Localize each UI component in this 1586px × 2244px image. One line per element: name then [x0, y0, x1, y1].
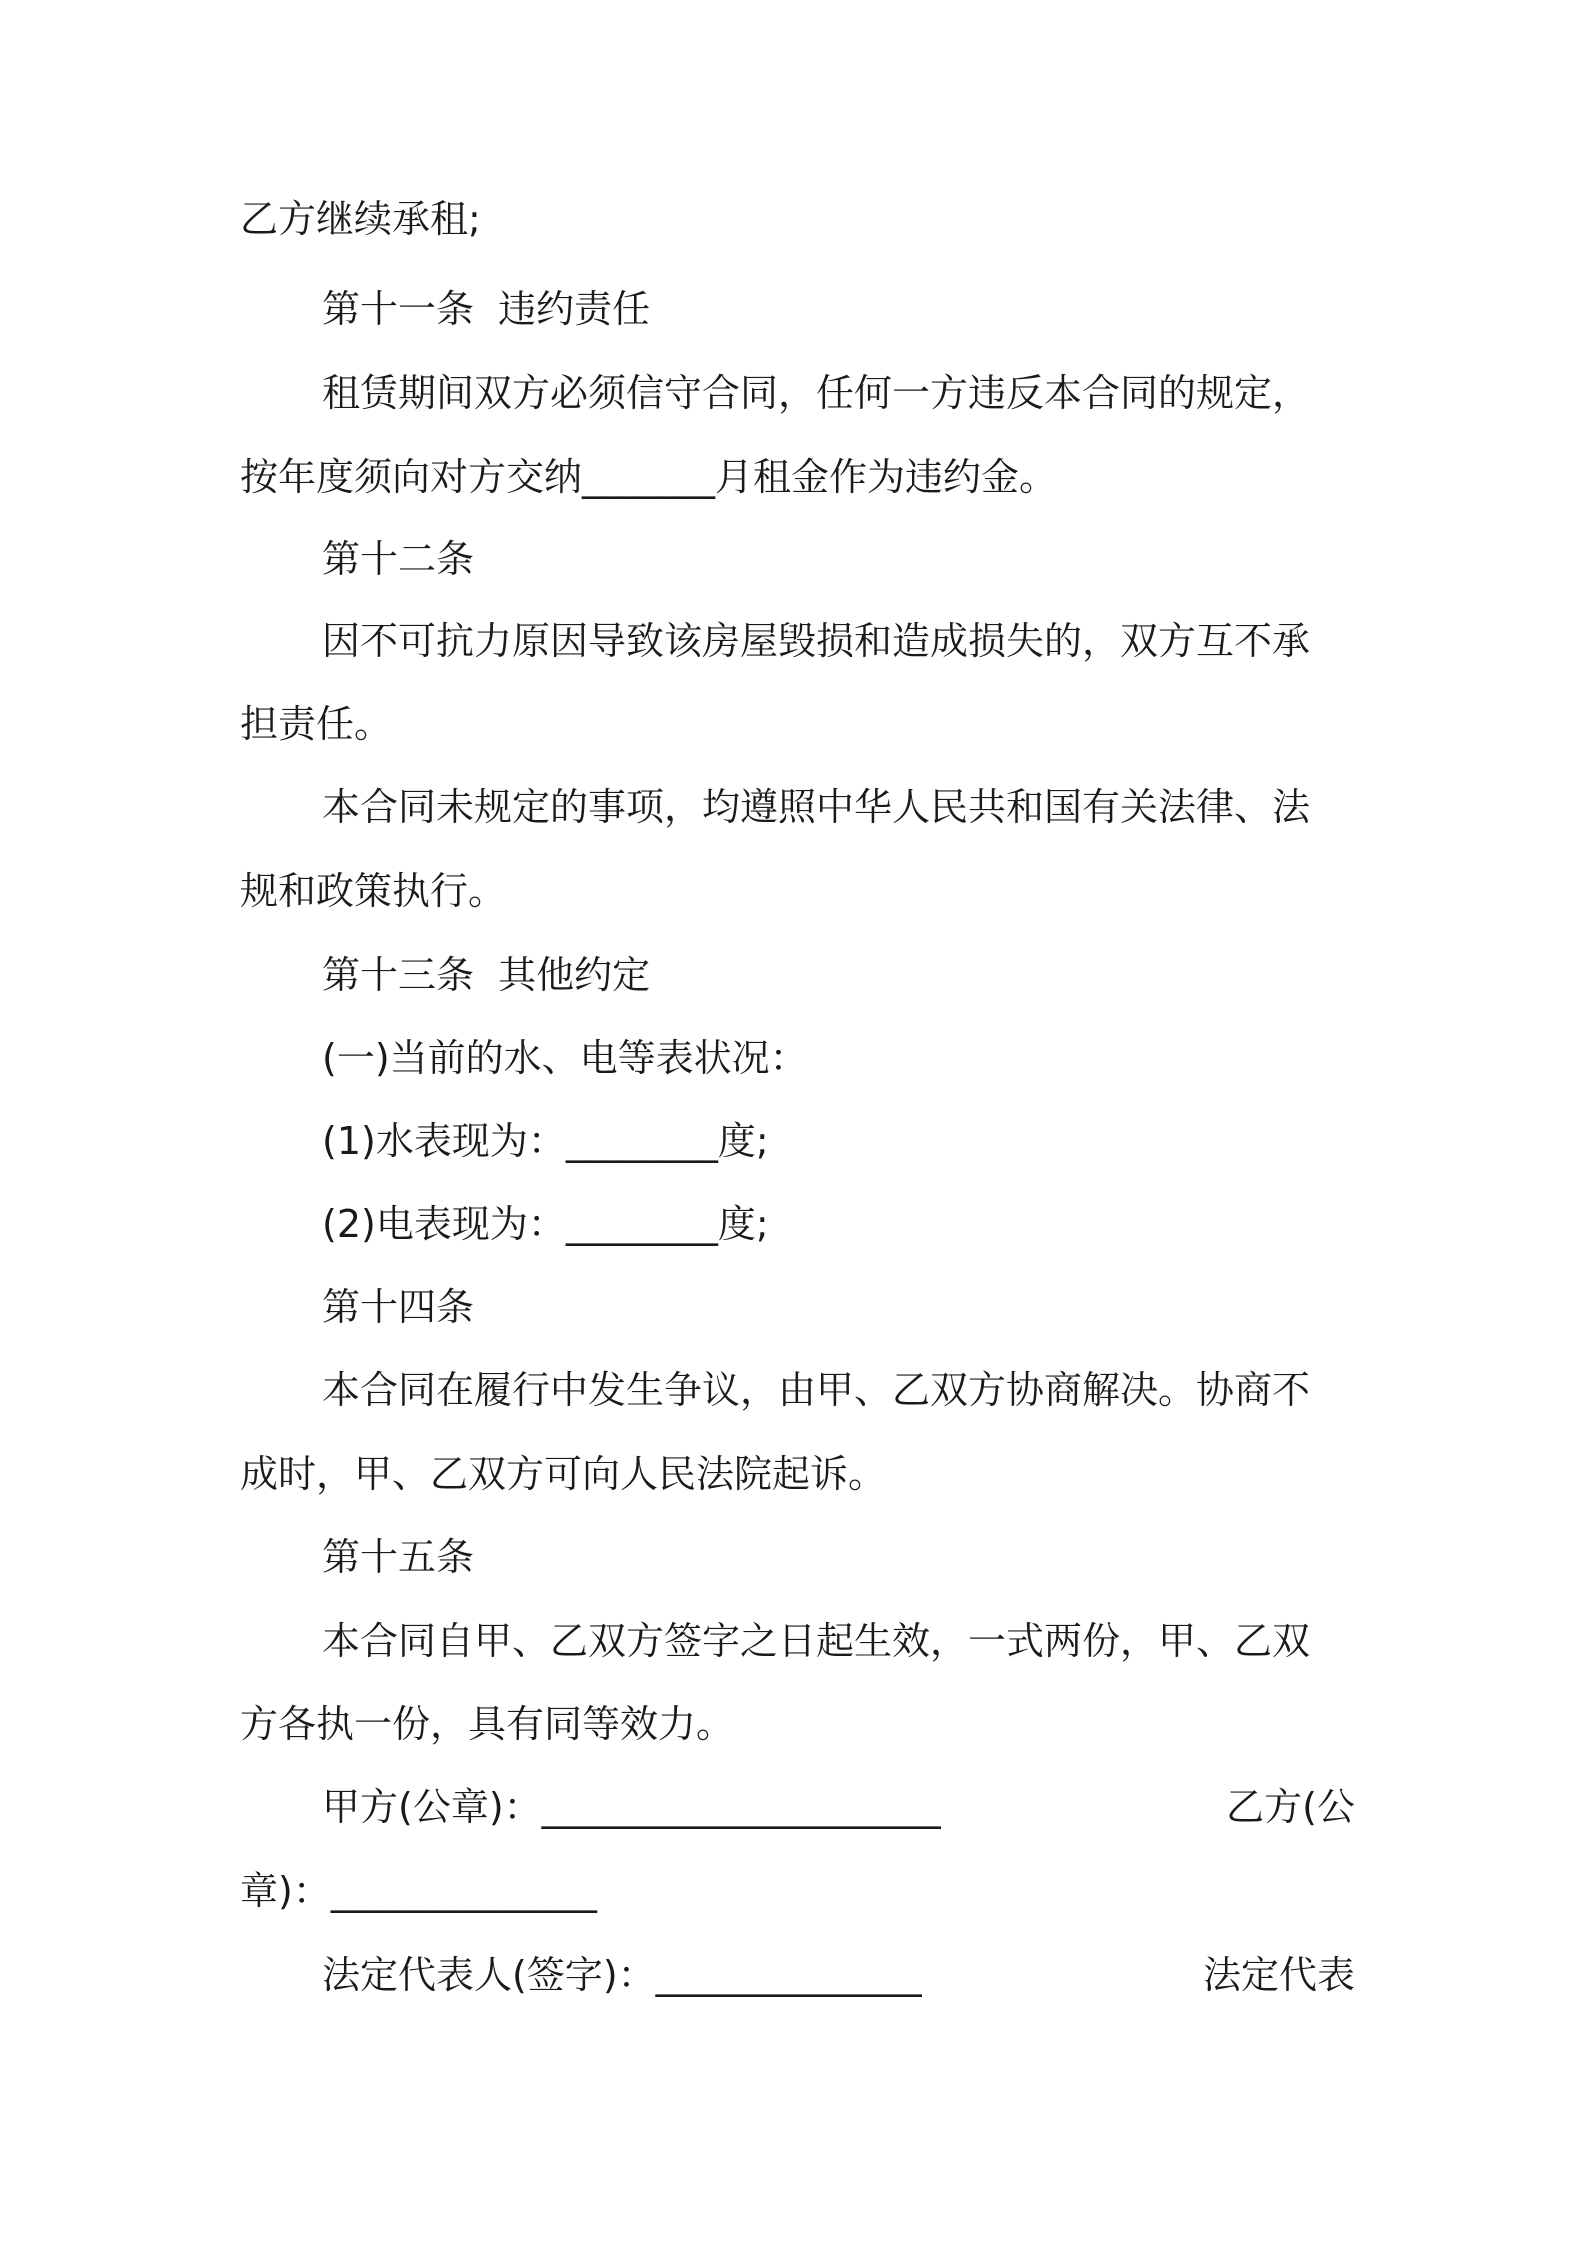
- text-line-continuation: 乙方继续承租;: [240, 197, 481, 241]
- article-11-paragraph-line-2: 按年度须向对方交纳_______月租金作为违约金。: [240, 455, 1058, 499]
- article-12-paragraph-line-2: 担责任。: [240, 702, 393, 746]
- party-b-legal-representative-label: 法定代表: [1202, 1953, 1355, 1997]
- article-12-paragraph-2-line-2: 规和政策执行。: [240, 869, 507, 913]
- party-a-legal-representative-line: 法定代表人(签字)：______________: [322, 1953, 922, 1997]
- electricity-meter-reading: (2)电表现为：________度;: [322, 1202, 769, 1246]
- article-15-heading: 第十五条: [322, 1535, 475, 1579]
- article-15-paragraph-line-2: 方各执一份，具有同等效力。: [240, 1702, 735, 1746]
- article-14-paragraph-line-2: 成时，甲、乙双方可向人民法院起诉。: [240, 1452, 887, 1496]
- article-13-item-1: (一)当前的水、电等表状况：: [322, 1036, 808, 1080]
- article-12-paragraph-line-1: 因不可抗力原因导致该房屋毁损和造成损失的，双方互不承: [322, 619, 1311, 663]
- article-15-paragraph-line-1: 本合同自甲、乙双方签字之日起生效，一式两份，甲、乙双: [322, 1619, 1311, 1663]
- article-12-heading: 第十二条: [322, 537, 475, 581]
- party-b-seal-line: 章)：______________: [240, 1869, 597, 1913]
- article-14-paragraph-line-1: 本合同在履行中发生争议，由甲、乙双方协商解决。协商不: [322, 1368, 1311, 1412]
- water-meter-reading: (1)水表现为：________度;: [322, 1119, 769, 1163]
- article-12-paragraph-2-line-1: 本合同未规定的事项，均遵照中华人民共和国有关法律、法: [322, 785, 1311, 829]
- party-a-seal-line: 甲方(公章)：_____________________: [322, 1785, 941, 1829]
- article-11-paragraph-line-1: 租赁期间双方必须信守合同，任何一方违反本合同的规定，: [322, 371, 1311, 415]
- party-b-seal-label: 乙方(公: [1226, 1785, 1355, 1829]
- article-14-heading: 第十四条: [322, 1285, 475, 1329]
- article-13-heading: 第十三条 其他约定: [322, 953, 651, 997]
- article-11-heading: 第十一条 违约责任: [322, 287, 651, 331]
